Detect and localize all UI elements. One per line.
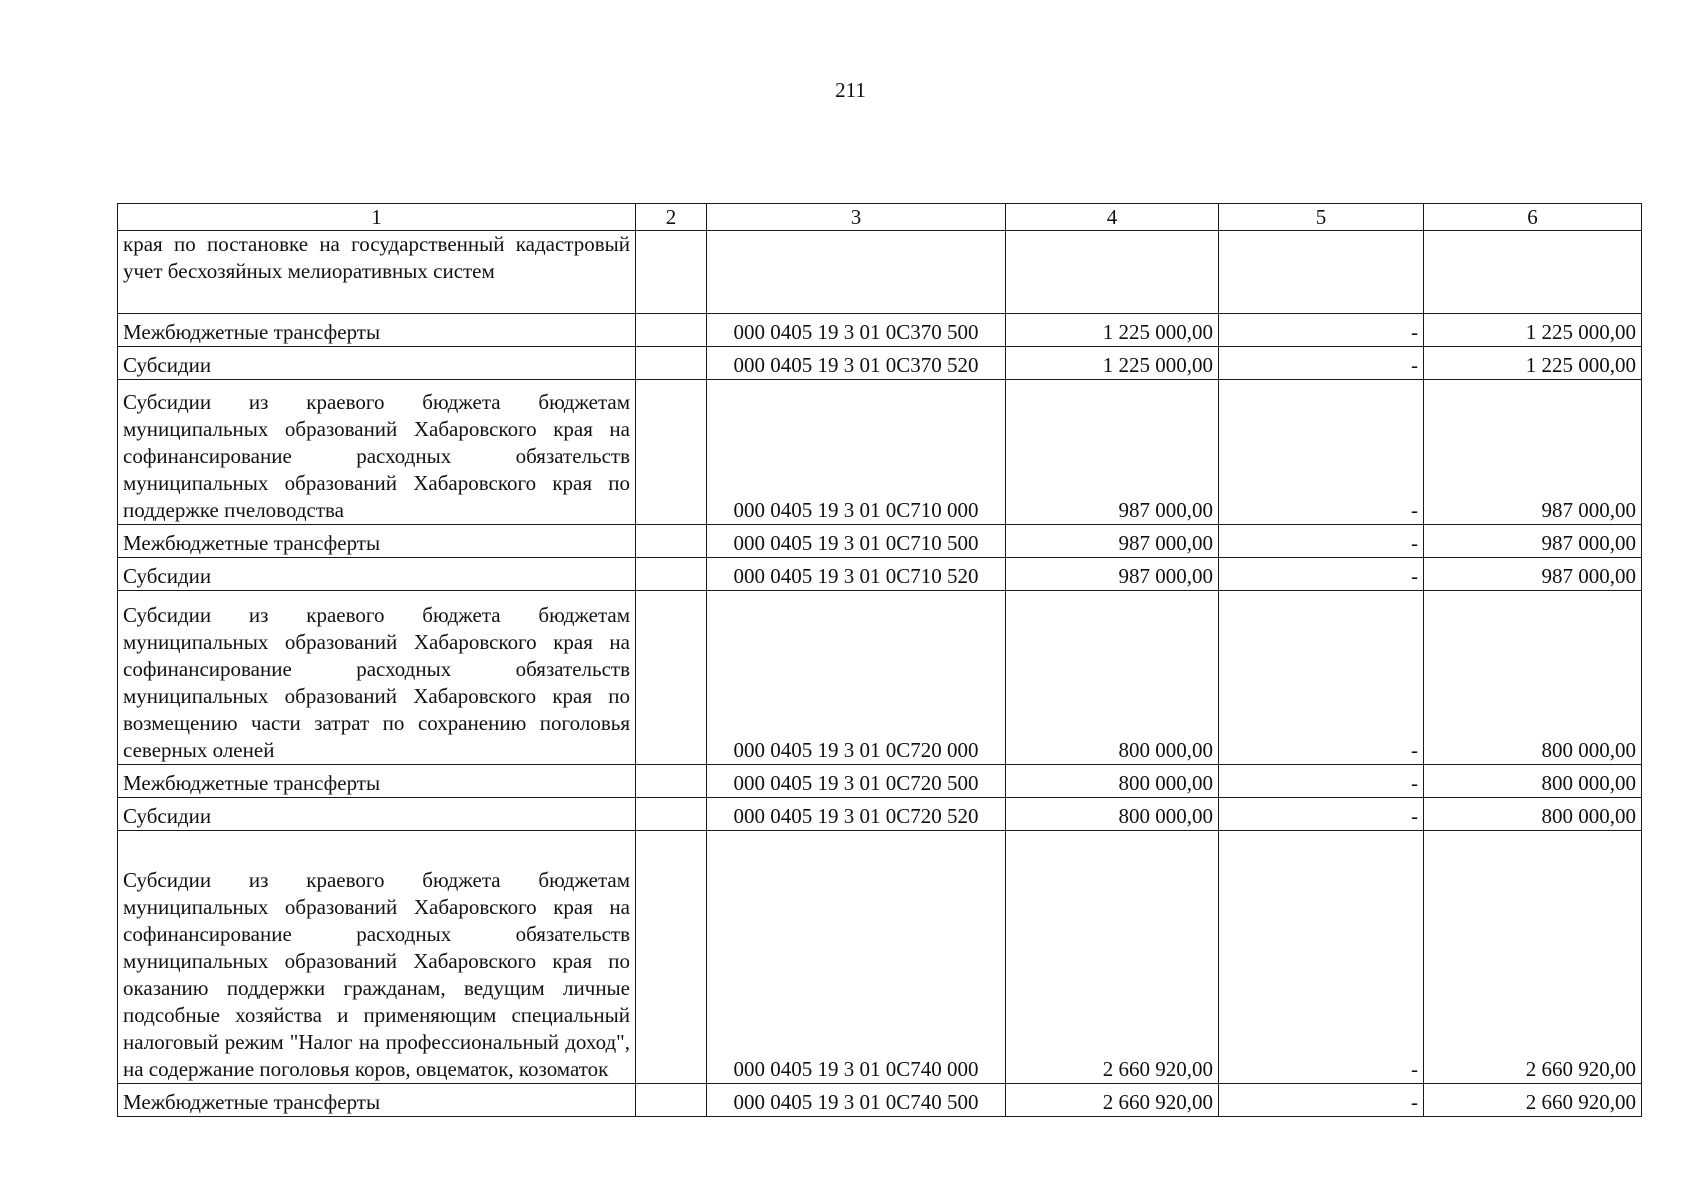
table-row [118,525,1642,558]
row-total: 800 000,00 [1424,798,1642,831]
row-name: Межбюджетные трансферты [118,1084,636,1117]
budget-table [117,203,1642,1117]
row-col5 [1219,231,1424,314]
row-amount: 2 660 920,00 [1006,831,1219,1084]
row-col2 [636,765,707,798]
row-col2 [636,798,707,831]
row-total: 987 000,00 [1424,558,1642,591]
row-col5: - [1219,1084,1424,1117]
table-row [118,380,1642,525]
row-amount: 987 000,00 [1006,380,1219,525]
table-row [118,1084,1642,1117]
row-code: 000 0405 19 3 01 0С720 520 [707,798,1006,831]
row-amount: 987 000,00 [1006,558,1219,591]
header-row [118,204,1642,231]
row-name: Субсидии из краевого бюджета бюджетам муниципальных образований Хабаровского края на софинансирование расходных обязательств муниципальных образований Хабаровского края по оказанию поддержки гражданам, ведущим личные подсобные хозяйства и применяющим специальный налоговый режим "Налог на профессиональный доход", на содержание поголовья коров, овцематок, козоматок [118,831,636,1084]
row-col5: - [1219,314,1424,347]
row-col5: - [1219,591,1424,765]
row-name: края по постановке на государственный кадастровый учет бесхозяйных мелиоративных систем [118,231,636,314]
table-row [118,558,1642,591]
table-row [118,798,1642,831]
row-amount: 1 225 000,00 [1006,314,1219,347]
row-name: Субсидии [118,558,636,591]
row-code: 000 0405 19 3 01 0С740 000 [707,831,1006,1084]
row-amount: 1 225 000,00 [1006,347,1219,380]
column-header-2: 2 [636,204,707,231]
row-total: 1 225 000,00 [1424,347,1642,380]
table-row [118,831,1642,1084]
column-header-3: 3 [707,204,1006,231]
row-total: 987 000,00 [1424,525,1642,558]
row-total: 987 000,00 [1424,380,1642,525]
row-col5: - [1219,831,1424,1084]
row-col2 [636,380,707,525]
row-col5: - [1219,380,1424,525]
row-code: 000 0405 19 3 01 0С710 000 [707,380,1006,525]
row-col2 [636,831,707,1084]
row-col5: - [1219,525,1424,558]
page-number: 211 [835,78,866,102]
row-col2 [636,314,707,347]
table-row [118,347,1642,380]
row-total: 2 660 920,00 [1424,831,1642,1084]
row-code [707,231,1006,314]
row-name: Межбюджетные трансферты [118,525,636,558]
row-amount: 800 000,00 [1006,765,1219,798]
column-header-5: 5 [1219,204,1424,231]
column-header-4: 4 [1006,204,1219,231]
row-amount: 800 000,00 [1006,798,1219,831]
row-name: Субсидии [118,798,636,831]
row-col2 [636,558,707,591]
row-code: 000 0405 19 3 01 0С720 500 [707,765,1006,798]
row-col2 [636,591,707,765]
row-col5: - [1219,558,1424,591]
row-col2 [636,525,707,558]
table-row [118,314,1642,347]
row-amount: 800 000,00 [1006,591,1219,765]
row-name: Субсидии [118,347,636,380]
row-name: Межбюджетные трансферты [118,314,636,347]
table-row [118,591,1642,765]
row-code: 000 0405 19 3 01 0С710 500 [707,525,1006,558]
column-header-6: 6 [1424,204,1642,231]
row-name: Субсидии из краевого бюджета бюджетам муниципальных образований Хабаровского края на софинансирование расходных обязательств муниципальных образований Хабаровского края по возмещению части затрат по сохранению поголовья северных оленей [118,591,636,765]
row-code: 000 0405 19 3 01 0С720 000 [707,591,1006,765]
row-total: 800 000,00 [1424,765,1642,798]
row-amount [1006,231,1219,314]
row-total: 800 000,00 [1424,591,1642,765]
row-col5: - [1219,765,1424,798]
row-amount: 2 660 920,00 [1006,1084,1219,1117]
row-code: 000 0405 19 3 01 0С370 500 [707,314,1006,347]
row-col5: - [1219,347,1424,380]
row-col2 [636,347,707,380]
row-total: 1 225 000,00 [1424,314,1642,347]
row-code: 000 0405 19 3 01 0С740 500 [707,1084,1006,1117]
table-row [118,231,1642,314]
row-name: Субсидии из краевого бюджета бюджетам муниципальных образований Хабаровского края на софинансирование расходных обязательств муниципальных образований Хабаровского края по поддержке пчеловодства [118,380,636,525]
table-row [118,765,1642,798]
row-col5: - [1219,798,1424,831]
row-col2 [636,1084,707,1117]
column-header-1: 1 [118,204,636,231]
row-total: 2 660 920,00 [1424,1084,1642,1117]
row-amount: 987 000,00 [1006,525,1219,558]
row-code: 000 0405 19 3 01 0С710 520 [707,558,1006,591]
row-code: 000 0405 19 3 01 0С370 520 [707,347,1006,380]
row-total [1424,231,1642,314]
row-col2 [636,231,707,314]
row-name: Межбюджетные трансферты [118,765,636,798]
